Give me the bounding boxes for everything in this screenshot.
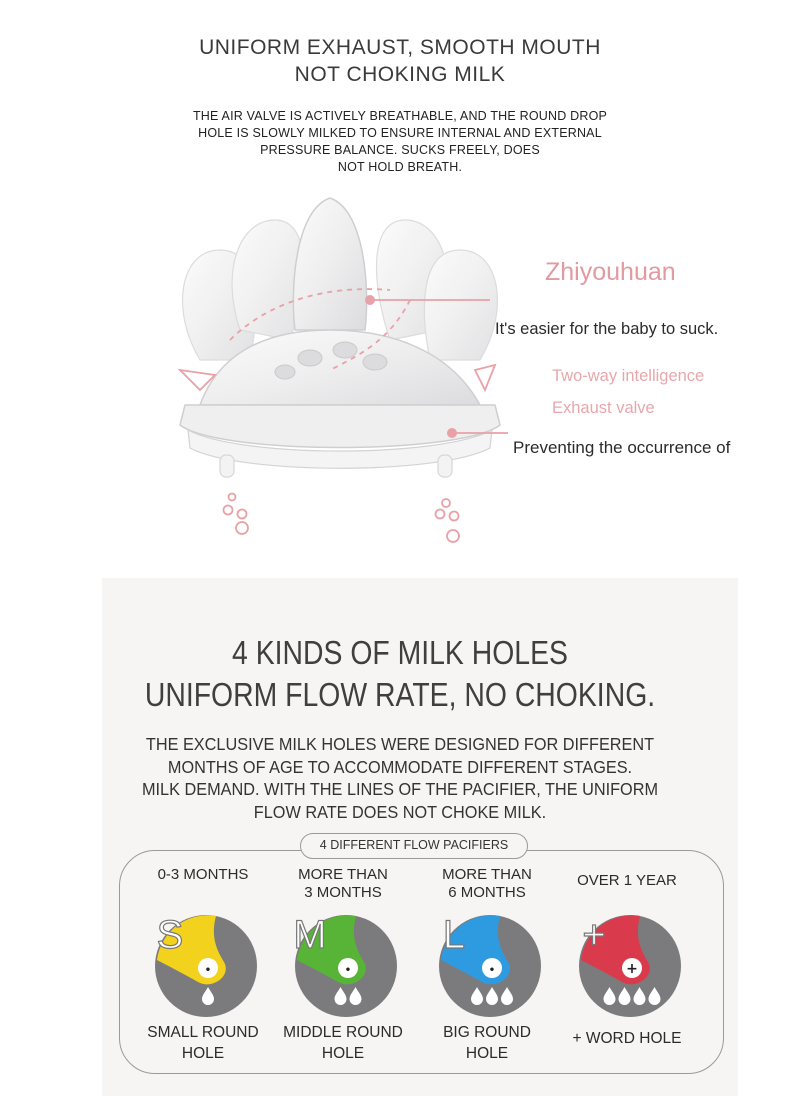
hole-type-line: HOLE <box>321 1045 365 1062</box>
flow-type-s <box>128 866 278 1064</box>
main-title-line: NOT CHOKING MILK <box>294 63 506 86</box>
holes-title-line: 4 KINDS OF MILK HOLES <box>232 634 568 671</box>
age-range-line: MORE THAN <box>442 866 532 883</box>
hole-type-line: HOLE <box>465 1045 509 1062</box>
holes-description <box>19 733 782 823</box>
milk-hole-mark: • <box>204 965 212 976</box>
age-range <box>412 866 562 906</box>
hole-type-line: MIDDLE ROUND <box>283 1024 403 1041</box>
holes-title <box>56 632 744 716</box>
hole-type-label <box>552 1028 702 1049</box>
age-range <box>128 866 278 906</box>
valve-callout-line2: Exhaust valve <box>552 399 655 417</box>
size-letter: L <box>442 913 466 957</box>
milk-hole-disk <box>144 906 262 1018</box>
holes-description-line: MILK DEMAND. WITH THE LINES OF THE PACIFIER, THE UNIFORM <box>141 779 659 799</box>
main-description <box>0 108 800 176</box>
description-line: THE AIR VALVE IS ACTIVELY BREATHABLE, AND THE ROUND DROP <box>192 109 608 123</box>
flow-type-l <box>412 866 562 1064</box>
milk-hole-disk <box>568 906 686 1018</box>
age-range-line: 0-3 MONTHS <box>157 866 249 883</box>
holes-title-line: UNIFORM FLOW RATE, NO CHOKING. <box>144 676 656 713</box>
prevent-callout: Preventing the occurrence of <box>513 438 731 457</box>
nipple-illustration <box>160 190 520 550</box>
size-letter: S <box>156 913 184 957</box>
hole-type-line: HOLE <box>181 1045 225 1062</box>
age-range-line: OVER 1 YEAR <box>577 872 677 889</box>
size-letter: + <box>582 913 606 957</box>
flow-pacifiers-label: 4 DIFFERENT FLOW PACIFIERS <box>300 833 528 859</box>
size-letter: M <box>293 913 327 957</box>
hole-type-line: SMALL ROUND <box>147 1024 259 1041</box>
hole-type-label <box>412 1022 562 1064</box>
age-range-line: 6 MONTHS <box>448 884 526 901</box>
milk-hole-mark: • <box>488 965 496 976</box>
age-range-line: 3 MONTHS <box>304 884 382 901</box>
ghost-nipple-left-inner <box>232 220 303 340</box>
milk-hole-disk <box>428 906 546 1018</box>
age-range <box>268 866 418 906</box>
hole-type-label <box>128 1022 278 1064</box>
ghost-nipple-right-outer <box>424 250 497 360</box>
holes-description-line: MONTHS OF AGE TO ACCOMMODATE DIFFERENT STAGES. <box>167 756 633 777</box>
description-line: NOT HOLD BREATH. <box>337 160 463 174</box>
hole-type-label <box>268 1022 418 1064</box>
hole-type-line: BIG ROUND <box>443 1024 531 1041</box>
main-title-line: UNIFORM EXHAUST, SMOOTH MOUTH <box>199 36 601 59</box>
milk-hole-mark: • <box>344 965 352 976</box>
holes-description-line: THE EXCLUSIVE MILK HOLES WERE DESIGNED FOR DIFFERENT <box>145 734 655 754</box>
milk-hole-mark: + <box>626 961 638 977</box>
age-range-line: MORE THAN <box>298 866 388 883</box>
holes-description-line: FLOW RATE DOES NOT CHOKE MILK. <box>253 801 547 822</box>
milk-hole-disk <box>284 906 402 1018</box>
age-range <box>552 872 702 906</box>
valve-callout-line1: Two-way intelligence <box>552 367 705 385</box>
flow-type-m <box>268 866 418 1064</box>
brand-callout: Zhiyouhuan <box>545 258 676 286</box>
suck-callout: It's easier for the baby to suck. <box>495 320 719 338</box>
description-line: PRESSURE BALANCE. SUCKS FREELY, DOES <box>260 143 540 157</box>
main-title <box>0 34 800 88</box>
flow-type-plus <box>552 872 702 1049</box>
hole-type-line: + WORD HOLE <box>572 1030 682 1047</box>
description-line: HOLE IS SLOWLY MILKED TO ENSURE INTERNAL AND EXTERNAL <box>198 126 602 140</box>
